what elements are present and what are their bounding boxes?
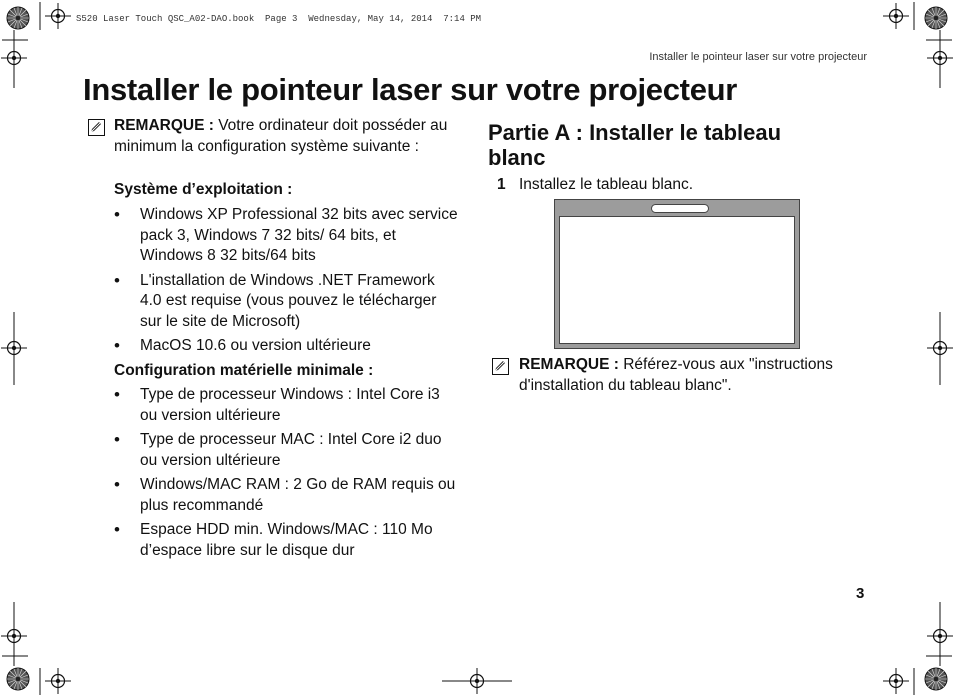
note-pencil-icon bbox=[88, 119, 105, 136]
note-label: REMARQUE : bbox=[114, 117, 214, 134]
hw-heading: Configuration matérielle minimale : bbox=[114, 362, 374, 379]
list-item: • Windows XP Professional 32 bits avec service pack 3, Windows 7 32 bits/ 64 bits, et Windows 8 32 bits/64 bits bbox=[114, 205, 459, 267]
starburst-target-icon bbox=[7, 668, 29, 690]
page-title: Installer le pointeur laser sur votre projecteur bbox=[83, 72, 738, 107]
hw-list bbox=[114, 385, 459, 565]
starburst-target-icon bbox=[7, 7, 29, 29]
list-item: • L'installation de Windows .NET Framework 4.0 est requise (vous pouvez le télécharger sur le site de Microsoft) bbox=[114, 271, 459, 333]
whiteboard-surface bbox=[559, 216, 795, 344]
running-head: Installer le pointeur laser sur votre projecteur bbox=[649, 51, 867, 63]
list-item: • Espace HDD min. Windows/MAC : 110 Mo d’espace libre sur le disque dur bbox=[114, 520, 459, 561]
note-text: Référez-vous aux "instructions d'installation du tableau blanc". bbox=[519, 356, 833, 394]
os-list bbox=[114, 205, 459, 361]
os-heading: Système d’exploitation : bbox=[114, 181, 293, 198]
whiteboard-handle bbox=[651, 204, 709, 213]
registration-crosshair-icon bbox=[883, 668, 909, 694]
list-item: • Type de processeur MAC : Intel Core i2 duo ou version ultérieure bbox=[114, 430, 459, 471]
note-pencil-icon bbox=[492, 358, 509, 375]
step-text: Installez le tableau blanc. bbox=[519, 176, 694, 193]
note-label: REMARQUE : bbox=[519, 356, 619, 373]
registration-crosshair-icon bbox=[45, 668, 71, 694]
right-note bbox=[519, 355, 869, 396]
step-1 bbox=[497, 175, 693, 196]
registration-crosshair-icon bbox=[45, 3, 71, 29]
starburst-target-icon bbox=[925, 7, 947, 29]
section-heading: Partie A : Installer le tableau blanc bbox=[488, 120, 782, 170]
left-note bbox=[114, 116, 459, 157]
print-slug: S520 Laser Touch QSC_A02-DAO.book Page 3 Wednesday, May 14, 2014 7:14 PM bbox=[76, 14, 482, 24]
registration-crosshair-icon bbox=[883, 3, 909, 29]
page-number: 3 bbox=[856, 585, 865, 602]
starburst-target-icon bbox=[925, 668, 947, 690]
step-number: 1 bbox=[497, 176, 506, 193]
list-item: • Type de processeur Windows : Intel Core i3 ou version ultérieure bbox=[114, 385, 459, 426]
note-text: Votre ordinateur doit posséder au minimum la configuration système suivante : bbox=[114, 117, 448, 155]
whiteboard-illustration bbox=[554, 199, 800, 349]
list-item: • Windows/MAC RAM : 2 Go de RAM requis ou plus recommandé bbox=[114, 475, 459, 516]
list-item: • MacOS 10.6 ou version ultérieure bbox=[114, 336, 459, 357]
